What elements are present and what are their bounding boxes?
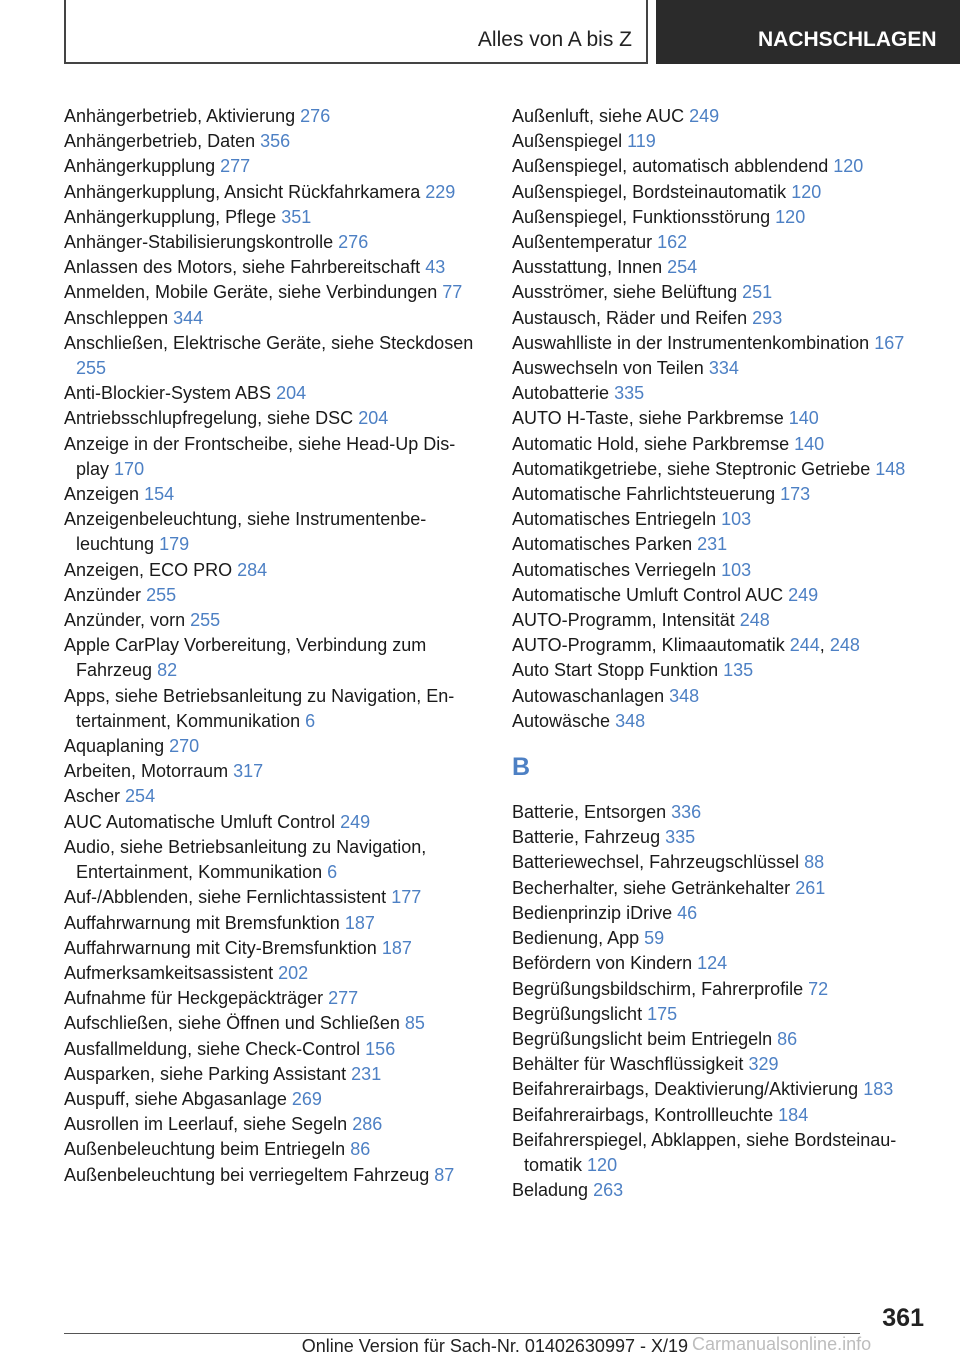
index-entry-term: Beifahrerairbags, Kontrollleuchte [512, 1104, 774, 1125]
index-entry [64, 1112, 482, 1137]
index-entry-term: Apps, siehe Betriebsanleitung zu Navigation, Entertainment, Kommunikation [64, 685, 455, 731]
page-link[interactable]: 229 [425, 181, 456, 202]
index-entry-term: Ausfallmeldung, siehe Check-Control [64, 1038, 361, 1059]
index-entry-term: Autowaschanlagen [512, 685, 665, 706]
index-entry [512, 1002, 930, 1027]
index-entry-term: Anzeigen [64, 484, 140, 505]
index-group-b [512, 800, 930, 1203]
chapter-title: NACHSCHLAGEN [758, 28, 937, 51]
index-entry-term: Auffahrwarnung mit Bremsfunktion [64, 912, 340, 933]
index-entry [64, 482, 482, 507]
page-link[interactable]: 261 [795, 877, 826, 898]
page-link[interactable]: 284 [237, 559, 268, 580]
index-entry [512, 1027, 930, 1052]
page-link[interactable]: 120 [587, 1154, 618, 1175]
page-link[interactable]: 77 [442, 282, 463, 303]
page-link[interactable]: 120 [791, 181, 822, 202]
index-entry [64, 205, 482, 230]
index-entry-term: Befördern von Kindern [512, 953, 693, 974]
page-link[interactable]: 277 [220, 156, 251, 177]
index-entry-term: Batterie, Fahrzeug [512, 827, 661, 848]
index-entry-term: Anlassen des Motors, siehe Fahrbereitschaft [64, 257, 421, 278]
index-entry-term: Behälter für Waschflüssigkeit [512, 1054, 744, 1075]
index-entry-term: Aquaplaning [64, 736, 165, 757]
index-column-left [64, 104, 482, 1188]
index-entry [512, 1178, 930, 1203]
page-link[interactable]: 204 [358, 408, 389, 429]
page-link[interactable]: 183 [863, 1079, 894, 1100]
page-link[interactable]: 6 [305, 710, 316, 731]
page-link[interactable]: 249 [689, 106, 720, 126]
page-header [0, 0, 960, 66]
page-link[interactable]: 140 [788, 408, 819, 429]
page-link[interactable]: 184 [778, 1104, 809, 1125]
index-entry-term: Automatische Umluft Control AUC [512, 584, 784, 605]
index-entry [512, 825, 930, 850]
index-entry [64, 1163, 482, 1188]
page-link[interactable]: 344 [173, 307, 204, 328]
index-entry [512, 406, 930, 431]
footer-watermark: Carmanualsonline.info [692, 1334, 872, 1354]
index-entry-term: Außenbeleuchtung beim Entriegeln [64, 1139, 346, 1160]
page-link[interactable]: 103 [721, 509, 752, 530]
page-link[interactable]: 86 [350, 1139, 371, 1160]
index-entry-term: Anhänger-Stabilisierungskontrolle [64, 232, 334, 253]
page-link[interactable]: 231 [351, 1063, 382, 1084]
index-entry [512, 331, 930, 356]
index-entry [64, 835, 482, 885]
index-entry [512, 507, 930, 532]
index-entry-term: AUTO-Programm, Klimaautomatik [512, 635, 785, 656]
page-link[interactable]: 187 [344, 912, 375, 933]
index-entry-term: Außenbeleuchtung bei verriegeltem Fahrzeug [64, 1164, 430, 1185]
index-entry-term: Außenspiegel, automatisch abblendend [512, 156, 829, 177]
index-entry-term: Ausparken, siehe Parking Assistant [64, 1063, 347, 1084]
page-link[interactable]: 88 [804, 852, 825, 873]
page-link[interactable]: 317 [233, 761, 264, 782]
page-link[interactable]: 46 [677, 902, 698, 923]
index-entry-term: Automatikgetriebe, siehe Steptronic Getriebe [512, 458, 871, 479]
index-column-right [512, 104, 930, 1203]
letter-heading: B [512, 753, 531, 782]
index-entry [64, 432, 482, 482]
page-link[interactable]: 255 [146, 584, 177, 605]
index-entry-term: Ascher [64, 786, 121, 807]
section-title: Alles von A bis Z [477, 28, 632, 51]
index-entry-term: Anhängerkupplung, Pflege [64, 206, 277, 227]
index-entry [512, 230, 930, 255]
index-entry [512, 280, 930, 305]
index-entry-term: Autobatterie [512, 383, 610, 404]
index-entry [512, 1077, 930, 1102]
index-entry-term: Anzeigenbeleuchtung, siehe Instrumentenbeleuchtung [64, 509, 427, 555]
index-entry [64, 961, 482, 986]
index-entry-term: Automatisches Entriegeln [512, 509, 717, 530]
page-link[interactable]: 356 [260, 131, 291, 152]
index-entry-term: Anschleppen [64, 307, 169, 328]
index-entry [64, 734, 482, 759]
index-entry [64, 129, 482, 154]
index-entry-term: Auswechseln von Teilen [512, 358, 704, 379]
index-entry-term: Apple CarPlay Vorbereitung, Verbindung zum Fahrzeug [64, 635, 427, 681]
index-entry [64, 986, 482, 1011]
index-entry [64, 406, 482, 431]
index-entry-term: Antriebsschlupfregelung, siehe DSC [64, 408, 354, 429]
index-entry-term: Austausch, Räder und Reifen [512, 307, 748, 328]
index-entry-term: Anhängerbetrieb, Aktivierung [64, 106, 296, 126]
index-entry [512, 583, 930, 608]
page-link[interactable]: 82 [157, 660, 178, 681]
index-entry [512, 977, 930, 1002]
page-link[interactable]: 140 [794, 433, 825, 454]
page-link[interactable]: 148 [875, 458, 906, 479]
index-entry-term: Anmelden, Mobile Geräte, siehe Verbindungen [64, 282, 438, 303]
index-entry [512, 951, 930, 976]
chapter-tab [656, 0, 960, 64]
page-link[interactable]: 167 [874, 332, 905, 353]
page-link[interactable]: 270 [169, 736, 200, 757]
index-entry-term: Begrüßungslicht [512, 1003, 643, 1024]
index-entry-term: Auto Start Stopp Funktion [512, 660, 719, 681]
index-group-a [512, 104, 930, 734]
page-link[interactable]: 336 [671, 802, 702, 823]
index-entry-term: Bedienung, App [512, 928, 640, 949]
index-entry [64, 583, 482, 608]
index-entry-term: Auspuff, siehe Abgasanlage [64, 1088, 287, 1109]
index-entry [512, 255, 930, 280]
index-entry [512, 901, 930, 926]
index-entry [64, 154, 482, 179]
index-entry-term: Aufnahme für Heckgepäckträger [64, 988, 324, 1009]
footer-version: Online Version für Sach-Nr. 01402630997 - X/19 [301, 1336, 688, 1356]
index-entry [64, 810, 482, 835]
index-entry [64, 306, 482, 331]
page-link[interactable]: 254 [125, 786, 156, 807]
page-link[interactable]: 269 [291, 1088, 322, 1109]
index-entry [512, 432, 930, 457]
page-link[interactable]: 348 [615, 710, 646, 731]
index-entry-term: Anschließen, Elektrische Geräte, siehe Steckdosen [64, 332, 474, 353]
index-entry [512, 800, 930, 825]
page-link[interactable]: 276 [300, 106, 331, 126]
page-link[interactable]: 175 [647, 1003, 678, 1024]
index-entry-term: Beifahrerairbags, Deaktivierung/Aktivierung [512, 1079, 859, 1100]
index-entry-term: Autowäsche [512, 710, 611, 731]
page-link[interactable]: 85 [404, 1013, 425, 1034]
index-entry-term: Außenluft, siehe AUC [512, 106, 685, 126]
index-entry [512, 608, 930, 633]
index-entry-term: Auf-/Abblenden, siehe Fernlichtassistent [64, 887, 387, 908]
index-entry [64, 936, 482, 961]
index-entry-term: Anhängerkupplung, Ansicht Rückfahrkamera [64, 181, 421, 202]
page-link[interactable]: 170 [114, 458, 145, 479]
index-entry-term: Audio, siehe Betriebsanleitung zu Navigation, Entertainment, Kommunikation [64, 836, 427, 883]
page-link[interactable]: 43 [425, 257, 446, 278]
page-link[interactable]: 187 [381, 937, 412, 958]
index-entry [64, 104, 482, 129]
index-entry-term: AUTO-Programm, Intensität [512, 610, 735, 631]
page-number: 361 [882, 1304, 924, 1332]
index-entry [64, 608, 482, 633]
page-link[interactable]: 248 [829, 635, 860, 656]
index-entry [64, 885, 482, 910]
page-link[interactable]: 248 [739, 610, 770, 631]
page-link[interactable]: 255 [190, 610, 221, 631]
index-entry-term: Außentemperatur [512, 232, 653, 253]
index-entry [512, 709, 930, 734]
page-link[interactable]: 351 [281, 206, 312, 227]
page-link[interactable]: 334 [708, 358, 739, 379]
page-link[interactable]: 249 [340, 811, 371, 832]
page-link[interactable]: 103 [721, 559, 752, 580]
index-entry [512, 1128, 930, 1178]
page-link[interactable]: 202 [278, 962, 309, 983]
index-entry-term: Becherhalter, siehe Getränkehalter [512, 877, 791, 898]
index-entry [64, 633, 482, 683]
index-entry-term: Automatic Hold, siehe Parkbremse [512, 433, 790, 454]
index-entry [64, 759, 482, 784]
index-entry [512, 558, 930, 583]
index-entry-term: Arbeiten, Motorraum [64, 761, 229, 782]
index-entry [64, 255, 482, 280]
page-link[interactable]: 277 [328, 988, 359, 1009]
index-entry [512, 457, 930, 482]
page-link[interactable]: 263 [593, 1180, 624, 1201]
page-link[interactable]: 293 [752, 307, 783, 328]
index-entry-term: Anzünder, vorn [64, 610, 186, 631]
index-entry [512, 129, 930, 154]
page-link[interactable]: 86 [777, 1028, 798, 1049]
page-link[interactable]: 177 [391, 887, 422, 908]
index-entry-term: Batterie, Entsorgen [512, 802, 667, 823]
index-entry-term: Automatisches Verriegeln [512, 559, 717, 580]
index-entry-term: Ausstattung, Innen [512, 257, 663, 278]
index-entry-term: Anhängerkupplung [64, 156, 216, 177]
page-link[interactable]: 173 [780, 484, 811, 505]
index-entry-term: Außenspiegel, Bordsteinautomatik [512, 181, 787, 202]
index-entry-term: AUC Automatische Umluft Control [64, 811, 336, 832]
index-entry [64, 784, 482, 809]
index-entry [512, 532, 930, 557]
page-link[interactable]: 156 [365, 1038, 396, 1059]
index-entry-term: Ausrollen im Leerlauf, siehe Segeln [64, 1114, 348, 1135]
index-entry [512, 482, 930, 507]
index-entry [512, 876, 930, 901]
index-entry-term: Anzeige in der Frontscheibe, siehe Head-Up Display [64, 433, 456, 479]
index-entry-term: Aufmerksamkeitsassistent [64, 962, 274, 983]
index-entry [64, 1062, 482, 1087]
page-link[interactable]: 335 [665, 827, 696, 848]
index-entry-term: Außenspiegel [512, 131, 623, 152]
page-link[interactable]: 179 [159, 534, 190, 555]
page-link[interactable]: 120 [775, 206, 806, 227]
page-link[interactable]: 348 [669, 685, 700, 706]
page-link[interactable]: 335 [614, 383, 645, 404]
index-entry-term: Anti-Blockier-System ABS [64, 383, 272, 404]
index-entry-term: Beifahrerspiegel, Abklappen, siehe Bordsteinautomatik [512, 1129, 897, 1175]
index-entry [64, 331, 482, 381]
index-entry-term: Anzeigen, ECO PRO [64, 559, 233, 580]
index-entry [64, 180, 482, 205]
index-entry [512, 1103, 930, 1128]
index-entry [64, 684, 482, 734]
index-entry [64, 280, 482, 305]
index-entry [512, 926, 930, 951]
index-entry-term: Bedienprinzip iDrive [512, 902, 673, 923]
index-entry [512, 180, 930, 205]
index-entry [512, 381, 930, 406]
page-link[interactable]: 119 [627, 131, 656, 152]
page-link[interactable]: 87 [434, 1164, 455, 1185]
page-link[interactable]: 6 [327, 862, 338, 883]
page-link[interactable]: 135 [723, 660, 754, 681]
page-link[interactable]: 124 [697, 953, 728, 974]
page-link[interactable]: 244 [789, 635, 820, 656]
page-link[interactable]: 120 [833, 156, 864, 177]
page-link[interactable]: 72 [808, 978, 829, 999]
index-entry [64, 1011, 482, 1036]
page-link[interactable]: 59 [644, 928, 665, 949]
index-entry [64, 507, 482, 557]
index-entry-term: Anzünder [64, 584, 142, 605]
index-entry [512, 104, 930, 129]
index-entry-term: Anhängerbetrieb, Daten [64, 131, 256, 152]
page-link[interactable]: 255 [76, 358, 107, 379]
index-entry-term: Automatische Fahrlichtsteuerung [512, 484, 776, 505]
page-link[interactable]: 154 [144, 484, 175, 505]
index-entry [64, 911, 482, 936]
index-entry-term: Begrüßungsbildschirm, Fahrerprofile [512, 978, 804, 999]
index-entry-term: Beladung [512, 1180, 589, 1201]
index-entry [512, 154, 930, 179]
index-entry [512, 205, 930, 230]
index-entry [64, 1087, 482, 1112]
index-entry-term: AUTO H-Taste, siehe Parkbremse [512, 408, 784, 429]
index-entry [64, 1137, 482, 1162]
index-entry [512, 306, 930, 331]
page-link[interactable]: 251 [742, 282, 773, 303]
section-tab [64, 0, 648, 64]
index-entry-term: Außenspiegel, Funktionsstörung [512, 206, 771, 227]
index-entry-term: Aufschließen, siehe Öffnen und Schließen [64, 1013, 400, 1034]
index-entry [64, 381, 482, 406]
page-link[interactable]: 249 [788, 584, 819, 605]
page-link[interactable]: 276 [338, 232, 369, 253]
index-entry-term: Begrüßungslicht beim Entriegeln [512, 1028, 773, 1049]
index-entry [64, 1037, 482, 1062]
index-entry [512, 850, 930, 875]
page-link[interactable]: 329 [748, 1054, 779, 1075]
index-entry-term: Auswahlliste in der Instrumentenkombination [512, 332, 870, 353]
page-link[interactable]: 162 [657, 232, 688, 253]
index-entry [512, 658, 930, 683]
index-entry [64, 558, 482, 583]
index-entry-term: Auffahrwarnung mit City-Bremsfunktion [64, 937, 377, 958]
index-entry-term: Ausströmer, siehe Belüftung [512, 282, 738, 303]
page-link[interactable]: 254 [667, 257, 698, 278]
page-link[interactable]: 286 [352, 1114, 383, 1135]
index-entry [64, 230, 482, 255]
index-entry [512, 1052, 930, 1077]
index-entry-term: Batteriewechsel, Fahrzeugschlüssel [512, 852, 800, 873]
page-link[interactable]: 204 [276, 383, 307, 404]
index-entry [512, 684, 930, 709]
index-entry [512, 356, 930, 381]
index-entry-term: Automatisches Parken [512, 534, 693, 555]
page-link[interactable]: 231 [697, 534, 728, 555]
index-entry: AUTO-Programm, Klimaautomatik 244, 248 [512, 635, 860, 656]
